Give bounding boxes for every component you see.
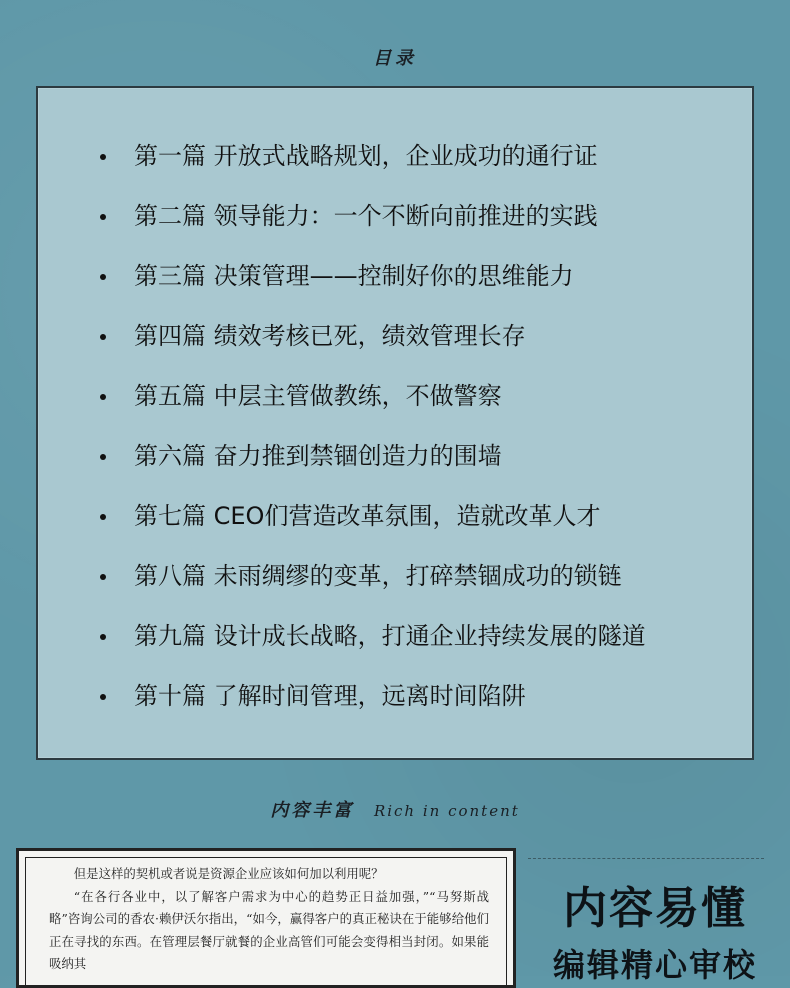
toc-panel — [36, 86, 754, 760]
section-heading-en: Rich in content — [373, 802, 520, 820]
toc-item-label: 第六篇 奋力推到禁锢创造力的围墙 — [134, 442, 502, 470]
sample-paragraph: 但是这样的契机或者说是资源企业应该如何加以利用呢？ — [73, 866, 384, 881]
toc-item — [134, 498, 646, 558]
bullet-icon — [100, 394, 106, 400]
section-heading — [0, 796, 790, 822]
toc-item-label: 第九篇 设计成长战略，打通企业持续发展的隧道 — [134, 622, 646, 650]
toc-item-label: 第八篇 未雨绸缪的变革，打碎禁锢成功的锁链 — [134, 562, 622, 590]
toc-item — [134, 258, 646, 318]
feature-subtitle: 编辑精心审校 — [552, 946, 757, 984]
toc-item-label: 第四篇 绩效考核已死，绩效管理长存 — [134, 322, 526, 350]
toc-item-label: 第二篇 领导能力：一个不断向前推进的实践 — [134, 202, 598, 230]
toc-item-label: 第十篇 了解时间管理，远离时间陷阱 — [134, 682, 526, 710]
toc-item — [134, 678, 646, 738]
bullet-icon — [100, 454, 106, 460]
section-heading-cn: 内容丰富 — [270, 800, 355, 821]
toc-item — [134, 438, 646, 498]
toc-item-label: 第三篇 决策管理——控制好你的思维能力 — [134, 262, 574, 290]
toc-item — [134, 378, 646, 438]
toc-item-label: 第五篇 中层主管做教练，不做警察 — [134, 382, 502, 410]
toc-item — [134, 618, 646, 678]
sample-page-frame — [16, 848, 516, 988]
page-title: 目录 — [373, 48, 417, 69]
bullet-icon — [100, 154, 106, 160]
sample-page-text — [49, 863, 489, 976]
toc-item — [134, 198, 646, 258]
bullet-icon — [100, 334, 106, 340]
toc-item-label: 第一篇 开放式战略规划，企业成功的通行证 — [134, 142, 598, 170]
toc-list — [134, 138, 646, 738]
bullet-icon — [100, 694, 106, 700]
feature-title: 内容易懂 — [563, 883, 747, 934]
toc-item — [134, 318, 646, 378]
divider — [528, 858, 764, 859]
bullet-icon — [100, 514, 106, 520]
bullet-icon — [100, 634, 106, 640]
bullet-icon — [100, 574, 106, 580]
bullet-icon — [100, 214, 106, 220]
sample-paragraph: “在各行各业中，以了解客户需求为中心的趋势正日益加强，”“马努斯战略”咨询公司的香农·赖伊沃尔指出，“如今，赢得客户的真正秘诀在于能够给他们正在寻找的东西。在管理层餐厅就餐的企业高管们可能会变得相当封闭。如果能吸纳其 — [49, 888, 489, 971]
toc-item-label: 第七篇 CEO们营造改革氛围，造就改革人才 — [134, 502, 601, 530]
toc-item — [134, 138, 646, 198]
toc-item — [134, 558, 646, 618]
bullet-icon — [100, 274, 106, 280]
